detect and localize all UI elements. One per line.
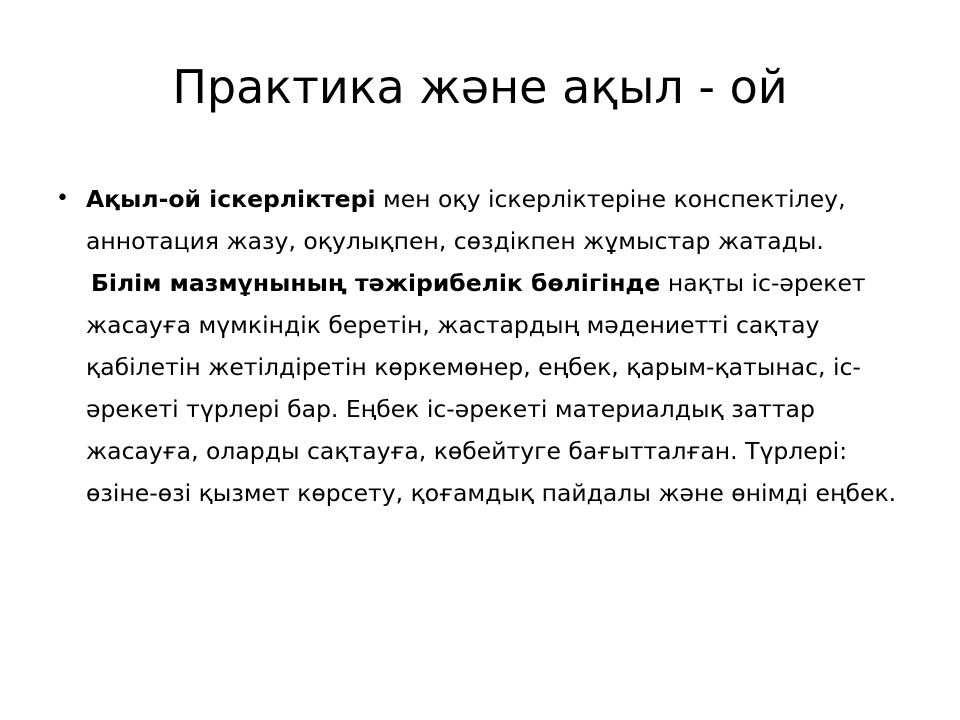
bullet-item xyxy=(48,178,898,514)
body-text: нақты іс-әрекет жасауға мүмкіндік беретін, жастардың мәдениетті сақтау қабілетін жетілдіретін көркемөнер, еңбек, қарым-қатынас, іс-әрекеті түрлері бар. Еңбек іс-әрекеті материалдық заттар жасауға, оларды сақтауға, көбейтуге бағытталған. Түрлері: өзіне-өзі қызмет көрсету, қоғамдық пайдалы және өнімді еңбек. xyxy=(86,269,897,507)
body-text: мен оқу іскерліктеріне конспектілеу, аннотация жазу, оқулықпен, сөздікпен жұмыстар жатады. xyxy=(86,185,846,255)
bold-term-practical-part: Білім мазмұнының тәжірибелік бөлігінде xyxy=(91,269,661,297)
slide-title: Практика және ақыл - ой xyxy=(172,60,788,114)
bold-term-mental-skills: Ақыл-ой іскерліктері xyxy=(86,185,376,213)
bullet-list xyxy=(48,178,898,514)
bullet-marker: • xyxy=(56,186,69,211)
